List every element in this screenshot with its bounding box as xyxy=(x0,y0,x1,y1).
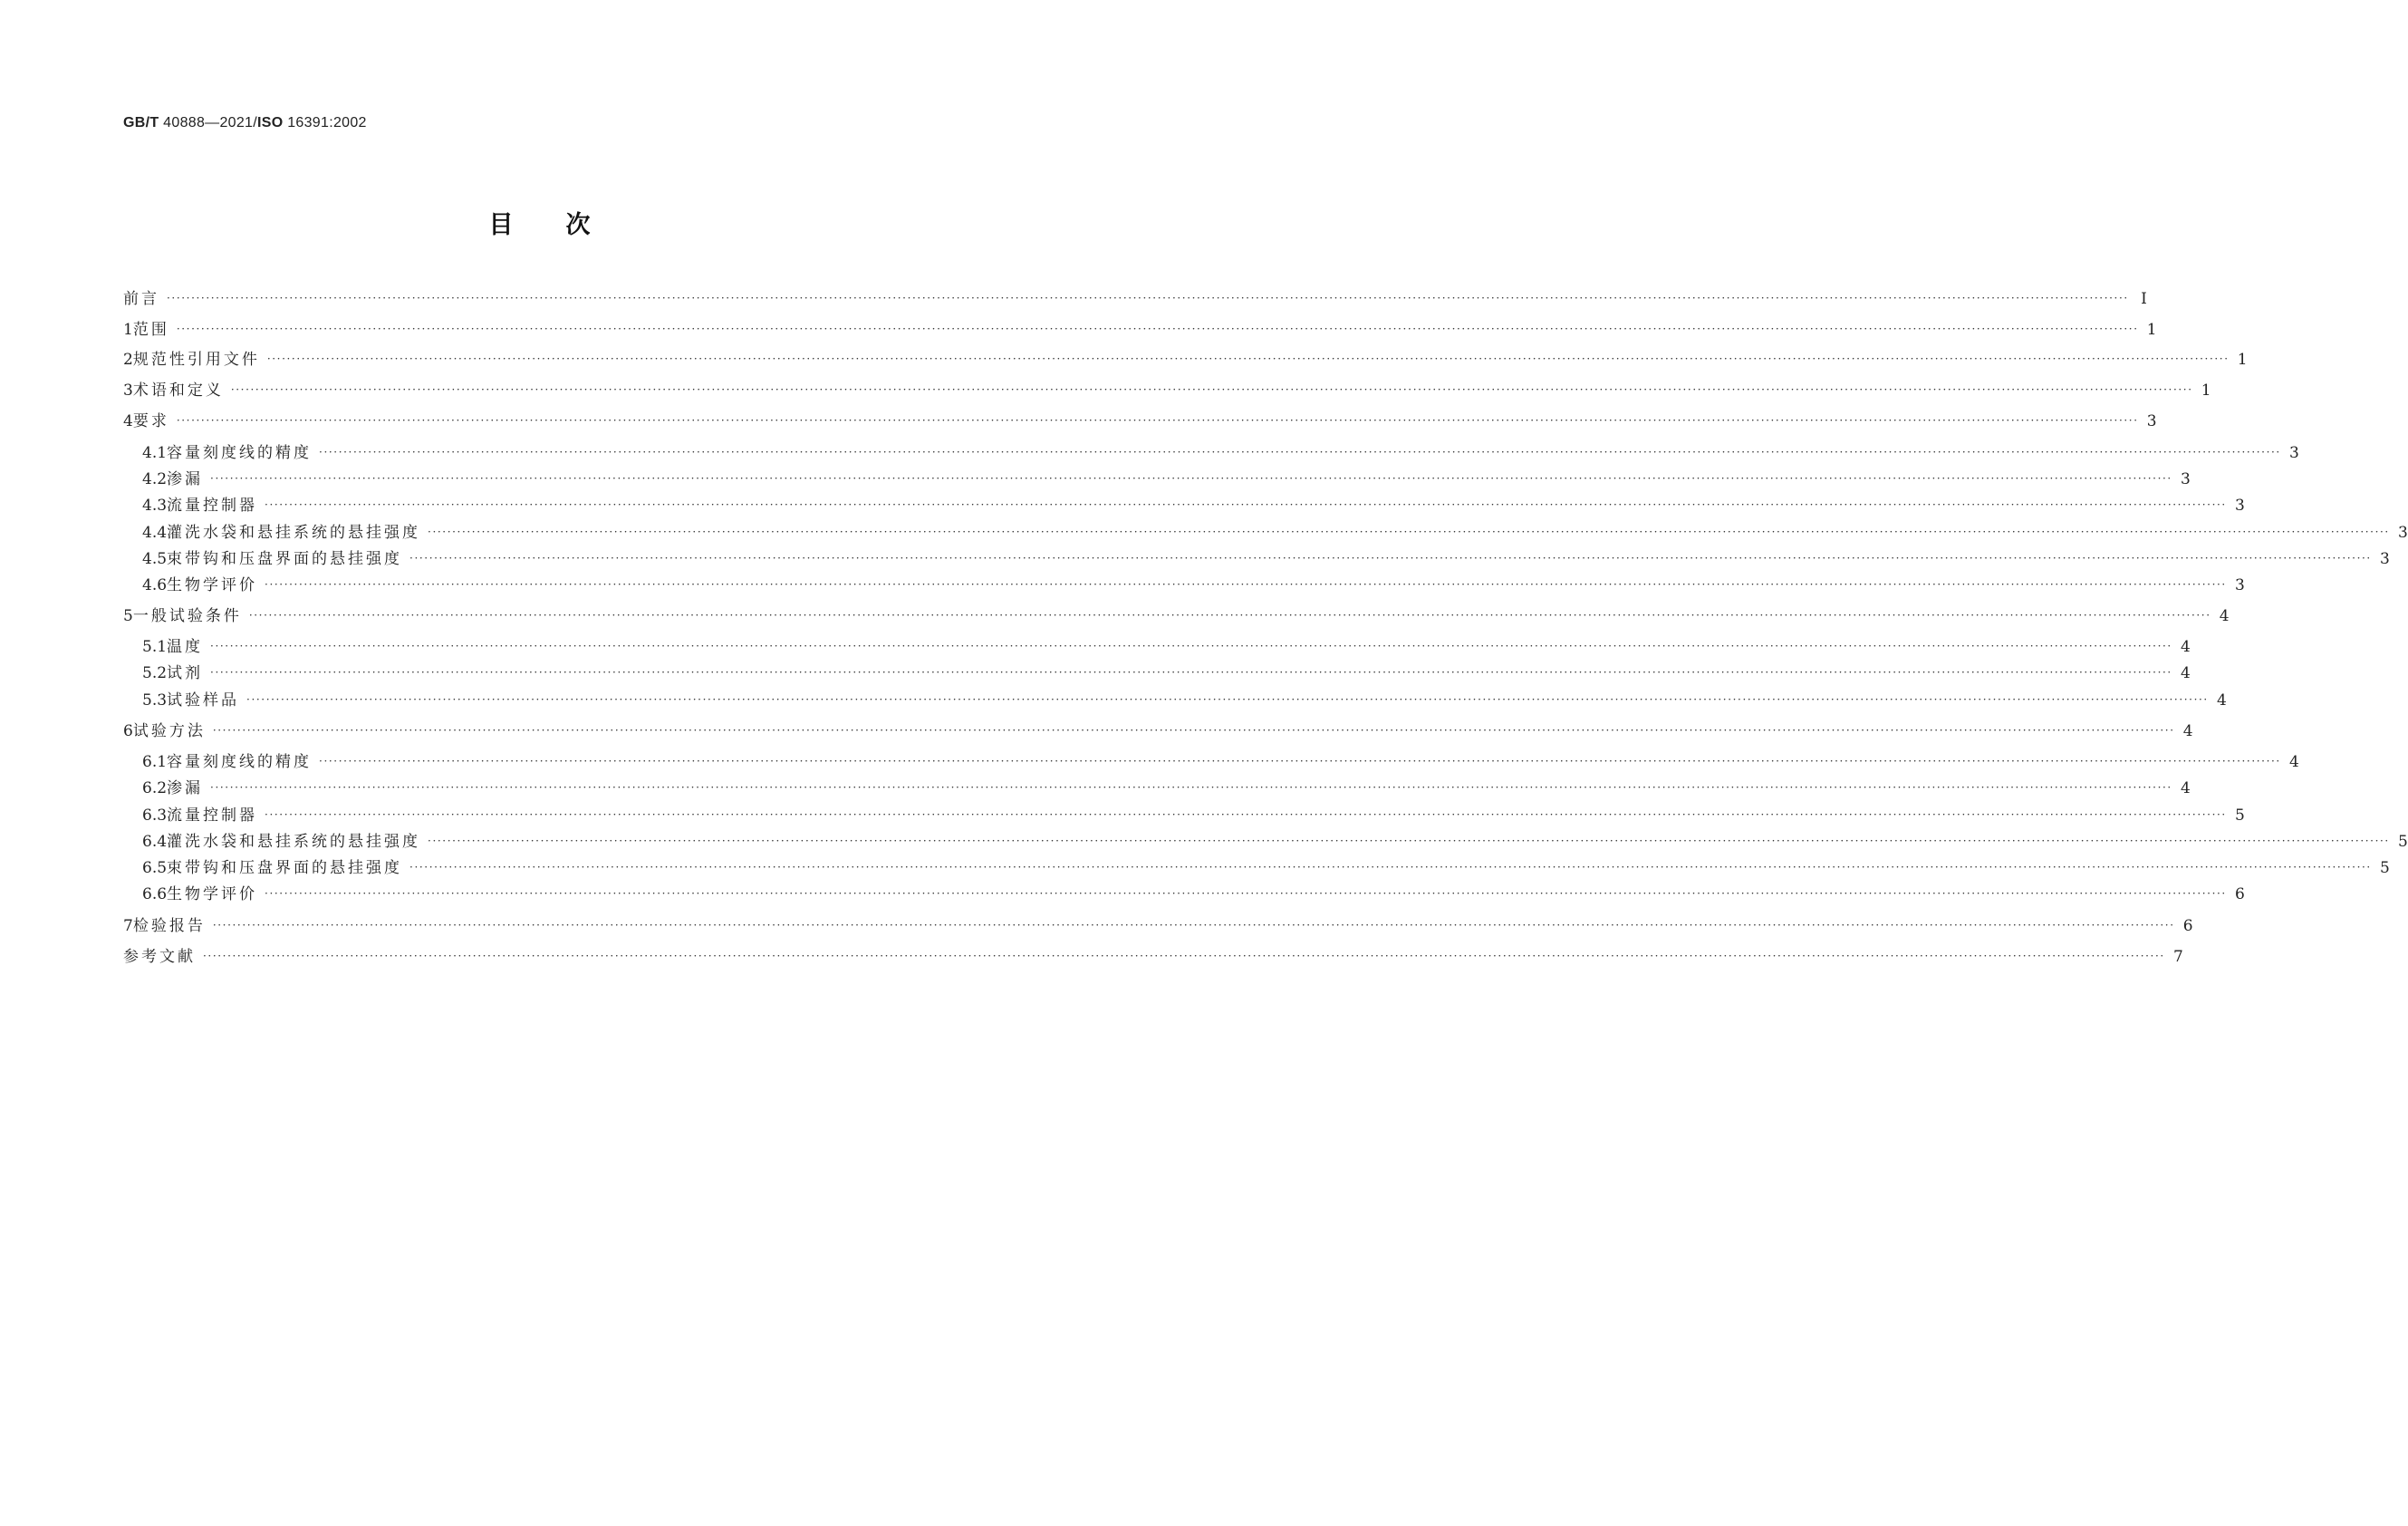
toc-entry-page-number: 3 xyxy=(2235,497,2245,515)
dot-leader: ················································································································································································································································································································································································································ xyxy=(319,446,2281,459)
dot-leader: ················································································································································································································································································································································································································ xyxy=(212,919,2175,932)
toc-entry-number: 1 xyxy=(123,321,133,339)
toc-entry-title: 渗漏 xyxy=(167,470,204,488)
toc-entry-number: 5.3 xyxy=(142,691,168,710)
toc-entry[interactable] xyxy=(142,884,2245,905)
dot-leader: ················································································································································································································································································································································································································ xyxy=(409,861,2372,874)
toc-entry-number: 4.3 xyxy=(142,497,168,515)
toc-entry-number: 6.6 xyxy=(142,885,168,903)
toc-entry[interactable] xyxy=(142,522,2408,544)
toc-entry-page-number: 4 xyxy=(2182,722,2193,740)
dot-leader: ················································································································································································································································································································································································································ xyxy=(246,693,2209,706)
toc-entry[interactable] xyxy=(123,288,2147,310)
toc-entry-page-number: 3 xyxy=(2398,524,2408,542)
toc-entry-number: 6.2 xyxy=(142,779,168,797)
toc-entry-page-number: 1 xyxy=(2146,321,2157,339)
dot-leader: ················································································································································································································································································································································································································ xyxy=(428,526,2390,538)
dot-leader: ················································································································································································································································································································································································································ xyxy=(212,724,2175,737)
toc-entry-title: 规范性引用文件 xyxy=(132,351,260,369)
toc-entry-page-number: 5 xyxy=(2235,806,2245,825)
dot-leader: ················································································································································································································································································································································································································ xyxy=(176,323,2139,335)
iso-prefix: ISO xyxy=(257,115,284,130)
toc-entry-title: 渗漏 xyxy=(167,779,204,797)
toc-entry-title: 灌洗水袋和悬挂系统的悬挂强度 xyxy=(167,833,421,851)
toc-entry-page-number: 4 xyxy=(2181,779,2191,797)
toc-entry-title: 灌洗水袋和悬挂系统的悬挂强度 xyxy=(167,524,421,542)
dot-leader: ················································································································································································································································································································································································································ xyxy=(210,640,2172,652)
toc-entry-title: 束带钩和压盘界面的悬挂强度 xyxy=(167,550,403,568)
dot-leader: ················································································································································································································································································································································································································ xyxy=(265,578,2227,591)
dot-leader: ················································································································································································································································································································································································································ xyxy=(319,755,2281,768)
dot-leader: ················································································································································································································································································································································································································ xyxy=(428,835,2390,847)
toc-entry-number: 4 xyxy=(123,412,133,430)
toc-entry-number: 2 xyxy=(123,351,133,369)
toc-entry[interactable] xyxy=(123,349,2248,371)
toc-entry-page-number: 4 xyxy=(2181,664,2191,682)
toc-entry-page-number: 4 xyxy=(2181,638,2191,656)
dot-leader: ················································································································································································································································································································································································································ xyxy=(176,414,2139,427)
dot-leader: ················································································································································································································································································································································································································ xyxy=(265,498,2227,511)
toc-entry-page-number: 5 xyxy=(2398,833,2408,851)
toc-entry[interactable] xyxy=(123,319,2157,341)
toc-entry-number: 4.5 xyxy=(142,550,168,568)
toc-entry-title: 术语和定义 xyxy=(132,382,224,400)
toc-entry-title: 试剂 xyxy=(167,664,204,682)
toc-entry-title: 生物学评价 xyxy=(167,576,258,594)
toc-entry-number: 7 xyxy=(123,917,133,935)
dot-leader: ················································································································································································································································································································································································································ xyxy=(167,292,2129,304)
toc-entry-page-number: Ⅰ xyxy=(2141,290,2147,308)
toc-entry-page-number: 1 xyxy=(2201,382,2211,400)
toc-entry[interactable] xyxy=(142,442,2299,464)
toc-entry-title: 参考文献 xyxy=(123,948,196,966)
toc-entry-title: 生物学评价 xyxy=(167,885,258,903)
toc-entry[interactable] xyxy=(142,495,2245,517)
standard-code-number: 40888—2021/ xyxy=(159,115,257,130)
toc-entry-page-number: 6 xyxy=(2235,885,2245,903)
toc-entry-number: 6 xyxy=(123,722,133,740)
toc-entry-number: 6.1 xyxy=(142,753,168,771)
dot-leader: ················································································································································································································································································································································································································ xyxy=(203,950,2165,962)
toc-entry[interactable] xyxy=(123,720,2193,742)
toc-entry[interactable] xyxy=(142,575,2245,596)
toc-entry[interactable] xyxy=(123,946,2183,968)
dot-leader: ················································································································································································································································································································································································································ xyxy=(210,472,2172,485)
standard-code-prefix: GB/T xyxy=(123,115,159,130)
toc-entry-title: 容量刻度线的精度 xyxy=(167,753,313,771)
toc-entry[interactable] xyxy=(123,380,2211,401)
toc-entry-title: 检验报告 xyxy=(132,917,206,935)
toc-entry-number: 5.2 xyxy=(142,664,168,682)
toc-entry-title: 一般试验条件 xyxy=(132,607,242,625)
toc-entry-page-number: 7 xyxy=(2172,948,2183,966)
dot-leader: ················································································································································································································································································································································································································ xyxy=(265,887,2227,900)
toc-entry-number: 6.4 xyxy=(142,833,168,851)
toc-entry-page-number: 6 xyxy=(2182,917,2193,935)
toc-entry-page-number: 3 xyxy=(2235,576,2245,594)
dot-leader: ················································································································································································································································································································································································································ xyxy=(265,808,2227,821)
toc-entry-page-number: 3 xyxy=(2380,550,2390,568)
toc-entry-number: 5.1 xyxy=(142,638,168,656)
toc-entry-title: 试验方法 xyxy=(132,722,206,740)
toc-entry-number: 5 xyxy=(123,607,133,625)
toc-entry[interactable] xyxy=(142,805,2245,826)
toc-entry-page-number: 4 xyxy=(2217,691,2227,710)
toc-entry[interactable] xyxy=(142,636,2191,658)
dot-leader: ················································································································································································································································································································································································································ xyxy=(210,666,2172,679)
toc-entry[interactable] xyxy=(142,548,2390,570)
toc-entry-page-number: 4 xyxy=(2289,753,2299,771)
toc-entry-title: 流量控制器 xyxy=(167,497,258,515)
toc-entry-title: 试验样品 xyxy=(167,691,240,710)
toc-entry-number: 4.4 xyxy=(142,524,168,542)
toc-entry-page-number: 3 xyxy=(2146,412,2157,430)
dot-leader: ················································································································································································································································································································································································································ xyxy=(210,781,2172,794)
toc-entry[interactable] xyxy=(123,410,2157,432)
dot-leader: ················································································································································································································································································································································································································ xyxy=(248,609,2211,622)
toc-entry-title: 流量控制器 xyxy=(167,806,258,825)
dot-leader: ················································································································································································································································································································································································································ xyxy=(409,552,2372,565)
iso-number: 16391:2002 xyxy=(283,115,367,130)
dot-leader: ················································································································································································································································································································································································································ xyxy=(230,383,2193,396)
toc-entry[interactable] xyxy=(142,777,2191,799)
toc-entry-title: 容量刻度线的精度 xyxy=(167,444,313,462)
toc-entry-page-number: 1 xyxy=(2237,351,2248,369)
toc-entry[interactable] xyxy=(142,751,2299,773)
toc-entry-title: 要求 xyxy=(132,412,169,430)
toc-entry-page-number: 3 xyxy=(2289,444,2299,462)
toc-entry-number: 4.2 xyxy=(142,470,168,488)
toc-entry-page-number: 5 xyxy=(2380,859,2390,877)
toc-entry-page-number: 3 xyxy=(2181,470,2191,488)
toc-entry-number: 6.3 xyxy=(142,806,168,825)
dot-leader: ················································································································································································································································································································································································································ xyxy=(266,353,2230,365)
toc-entry[interactable] xyxy=(142,468,2191,490)
toc-entry-number: 4.1 xyxy=(142,444,168,462)
toc-entry-number: 4.6 xyxy=(142,576,168,594)
toc-entry-title: 范围 xyxy=(132,321,169,339)
toc-entry[interactable] xyxy=(142,857,2390,879)
toc-entry-number: 3 xyxy=(123,382,133,400)
toc-entry[interactable] xyxy=(142,690,2227,711)
toc-entry-title: 温度 xyxy=(167,638,204,656)
document-code-header xyxy=(123,115,367,131)
page-title: 目次 xyxy=(488,211,643,239)
toc-entry[interactable] xyxy=(142,662,2191,684)
toc-entry[interactable] xyxy=(123,915,2193,937)
toc-entry-page-number: 4 xyxy=(2219,607,2230,625)
toc-entry[interactable] xyxy=(142,831,2408,853)
toc-entry-title: 束带钩和压盘界面的悬挂强度 xyxy=(167,859,403,877)
toc-entry-number: 6.5 xyxy=(142,859,168,877)
toc-entry-title: 前言 xyxy=(123,290,159,308)
toc-entry[interactable] xyxy=(123,605,2230,627)
